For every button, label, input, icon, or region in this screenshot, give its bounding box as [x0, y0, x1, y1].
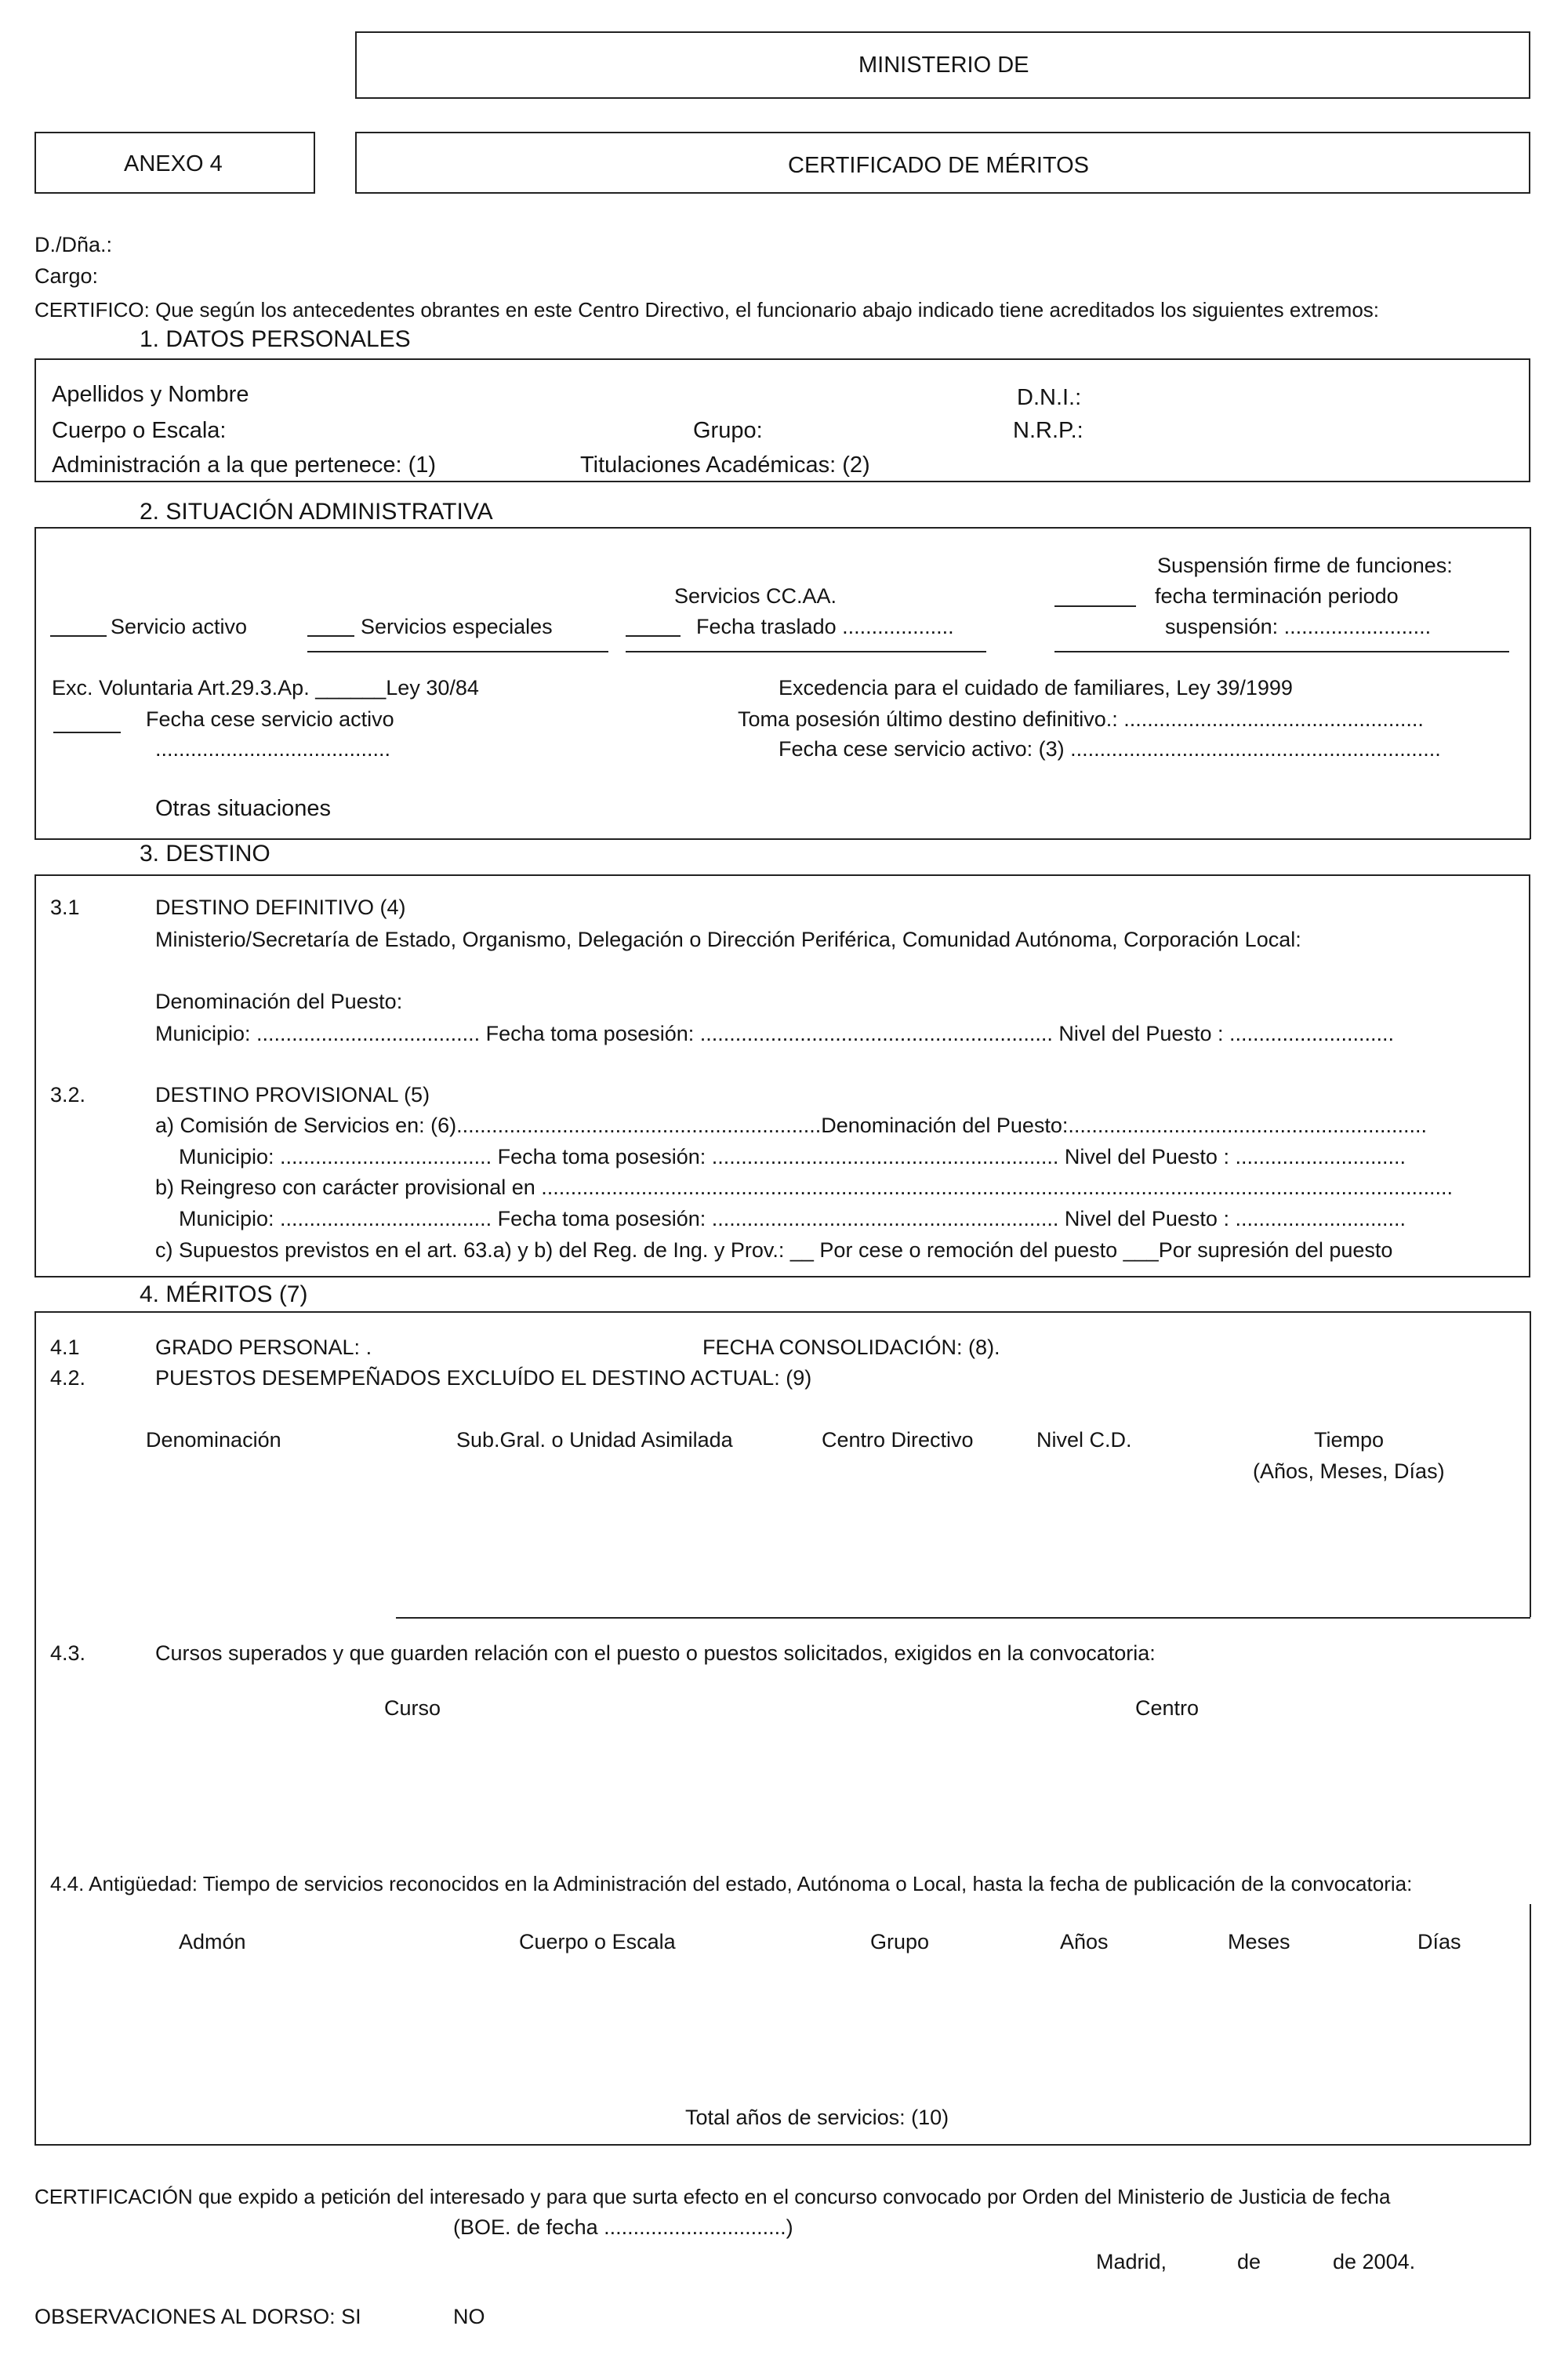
denominacion-puesto-label: Denominación del Puesto:: [155, 990, 403, 1013]
suspension-blank: [1054, 605, 1136, 607]
suspension-line-3: suspensión: .........................: [1165, 615, 1432, 638]
n41-label: 4.1: [50, 1336, 80, 1359]
apellidos-label: Apellidos y Nombre: [52, 382, 249, 407]
n42-label: 4.2.: [50, 1366, 86, 1390]
section-2-title: 2. SITUACIÓN ADMINISTRATIVA: [140, 499, 493, 525]
year-label: de 2004.: [1333, 2250, 1416, 2273]
section-4-right-rule: [1530, 1311, 1531, 1617]
toma-posesion-label: Toma posesión último destino definitivo.: ...................................................: [738, 707, 1424, 731]
destino-provisional-label: DESTINO PROVISIONAL (5): [155, 1083, 430, 1107]
anexo-label: ANEXO 4: [124, 151, 223, 176]
otras-situaciones-label: Otras situaciones: [155, 796, 332, 821]
col-centro: Centro: [1135, 1696, 1200, 1720]
col-denominacion: Denominación: [146, 1428, 281, 1452]
municipio-line: Municipio: ...................................... Fecha toma posesión: ............................................................ Nivel del Puesto : ............................: [155, 1022, 1395, 1045]
exc-voluntaria-label: Exc. Voluntaria Art.29.3.Ap. ______Ley 30/84: [52, 676, 479, 700]
puestos-bottom-rule: [396, 1617, 1530, 1619]
col-centro-directivo: Centro Directivo: [822, 1428, 974, 1452]
reingreso-line: b) Reingreso con carácter provisional en ...........................................................................................................................................................: [155, 1176, 1453, 1199]
municipio-b-line: Municipio: .................................... Fecha toma posesión: ........................................................... Nivel del Puesto : .............................: [179, 1207, 1406, 1230]
col-curso: Curso: [384, 1696, 441, 1720]
servicios-especiales-blank: [307, 635, 354, 637]
fecha-traslado-rule: [626, 651, 986, 652]
section-2-right-rule: [1530, 527, 1531, 839]
col-nivel-cd: Nivel C.D.: [1036, 1428, 1132, 1452]
servicios-especiales-rule: [307, 651, 608, 652]
section-2-top-rule: [34, 527, 1530, 529]
section-2-bottom-rule: [34, 838, 1530, 840]
section-1-title: 1. DATOS PERSONALES: [140, 326, 411, 352]
suspension-rule: [1054, 651, 1509, 652]
cuerpo-label: Cuerpo o Escala:: [52, 418, 227, 443]
grado-personal-label: GRADO PERSONAL: .: [155, 1336, 372, 1359]
antiguedad-right-rule: [1530, 1904, 1531, 2145]
dona-label: D./Dña.:: [34, 233, 113, 256]
fecha-traslado-label: Fecha traslado ...................: [696, 615, 954, 638]
col-cuerpo: Cuerpo o Escala: [519, 1930, 676, 1953]
section-3-title: 3. DESTINO: [140, 841, 270, 867]
supuestos-line: c) Supuestos previstos en el art. 63.a) y b) del Reg. de Ing. y Prov.: __ Por cese o remoción del puesto ___Por supresión del puesto: [155, 1238, 1393, 1262]
excedencia-label: Excedencia para el cuidado de familiares, Ley 39/1999: [779, 676, 1293, 700]
fecha-cese-3-label: Fecha cese servicio activo: (3) ...............................................................: [779, 737, 1441, 761]
fecha-cese-blank: [53, 732, 121, 733]
antiguedad-label: 4.4. Antigüedad: Tiempo de servicios reconocidos en la Administración del estado, Autónoma o Local, hasta la fecha de publicación de la convocatoria:: [50, 1872, 1413, 1895]
fecha-consolidacion-label: FECHA CONSOLIDACIÓN: (8).: [702, 1336, 1000, 1359]
grupo-label: Grupo:: [693, 418, 763, 443]
dni-label: D.N.I.:: [1017, 385, 1082, 410]
certificado-title: CERTIFICADO DE MÉRITOS: [788, 153, 1090, 178]
col-dias: Días: [1417, 1930, 1461, 1953]
observaciones-label: OBSERVACIONES AL DORSO: SI: [34, 2305, 361, 2328]
nrp-label: N.R.P.:: [1013, 418, 1083, 443]
section-4-top-rule: [34, 1311, 1530, 1313]
titulaciones-label: Titulaciones Académicas: (2): [580, 452, 870, 478]
ministerio-secretaria-label: Ministerio/Secretaría de Estado, Organismo, Delegación o Dirección Periférica, Comunidad Autónoma, Corporación Local:: [155, 928, 1301, 951]
cursos-label: Cursos superados y que guarden relación con el puesto o puestos solicitados, exigidos en la convocatoria:: [155, 1641, 1156, 1665]
section-4-bottom-rule: [34, 2144, 1530, 2146]
no-label: NO: [453, 2305, 485, 2328]
administracion-label: Administración a la que pertenece: (1): [52, 452, 437, 478]
fecha-cese-dots: ........................................: [155, 737, 391, 761]
servicio-activo-label: Servicio activo: [111, 615, 248, 638]
cargo-label: Cargo:: [34, 264, 99, 288]
servicio-activo-blank: [50, 635, 107, 637]
boe-text: (BOE. de fecha ...............................): [453, 2215, 793, 2239]
puestos-desempenados-label: PUESTOS DESEMPEÑADOS EXCLUÍDO EL DESTINO ACTUAL: (9): [155, 1366, 812, 1390]
fecha-cese-label: Fecha cese servicio activo: [146, 707, 394, 731]
servicios-especiales-label: Servicios especiales: [361, 615, 553, 638]
fecha-traslado-blank: [626, 635, 681, 637]
suspension-line-1: Suspensión firme de funciones:: [1157, 554, 1453, 577]
section-2-left-rule: [34, 527, 36, 839]
total-anos-label: Total años de servicios: (10): [685, 2106, 949, 2129]
certificacion-text: CERTIFICACIÓN que expido a petición del interesado y para que surta efecto en el concurso convocado por Orden del Ministerio de Justicia de fecha: [34, 2185, 1391, 2208]
suspension-line-2: fecha terminación periodo: [1155, 584, 1399, 608]
de-label: de: [1237, 2250, 1261, 2273]
n32-label: 3.2.: [50, 1083, 86, 1107]
col-tiempo: Tiempo: [1314, 1428, 1385, 1452]
servicios-ccaa-label: Servicios CC.AA.: [674, 584, 837, 608]
col-grupo: Grupo: [870, 1930, 930, 1953]
municipio-a-line: Municipio: .................................... Fecha toma posesión: ........................................................... Nivel del Puesto : .............................: [179, 1145, 1406, 1168]
n31-label: 3.1: [50, 896, 80, 919]
col-admon: Admón: [179, 1930, 246, 1953]
destino-definitivo-label: DESTINO DEFINITIVO (4): [155, 896, 406, 919]
col-tiempo-sub: (Años, Meses, Días): [1253, 1459, 1445, 1483]
comision-servicios-line: a) Comisión de Servicios en: (6)..............................................................Denominación del Puesto:.............................................................: [155, 1114, 1428, 1137]
col-anos: Años: [1060, 1930, 1109, 1953]
section-4-left-rule: [34, 1311, 36, 2145]
section-4-title: 4. MÉRITOS (7): [140, 1281, 308, 1307]
col-meses: Meses: [1228, 1930, 1290, 1953]
certifico-text: CERTIFICO: Que según los antecedentes obrantes en este Centro Directivo, el funcionario abajo indicado tiene acreditados los siguientes extremos:: [34, 298, 1380, 322]
n43-label: 4.3.: [50, 1641, 86, 1665]
col-subgral: Sub.Gral. o Unidad Asimilada: [456, 1428, 733, 1452]
ministerio-label: MINISTERIO DE: [858, 53, 1029, 78]
madrid-label: Madrid,: [1096, 2250, 1167, 2273]
